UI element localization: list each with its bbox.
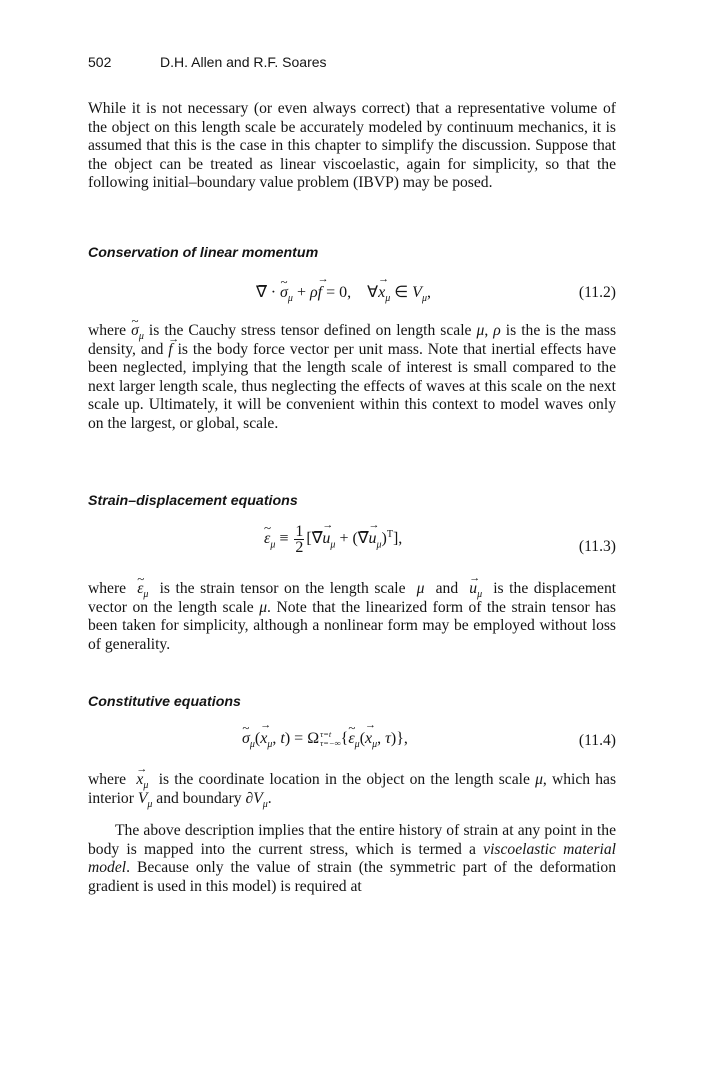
constitutive-paragraph: where → $x_\mu$ is the coordinate location in the object on the length scale μ, which has interior $V_\mu$ and boundary $\partial V_\mu$. [88, 771, 616, 808]
equation-number: (11.4) [578, 732, 616, 749]
intro-paragraph: While it is not necessary (or even always correct) that a representative volume of the object on this length scale be accurately modeled by continuum mechanics, it is assumed that this is the case in this chapter to simplify the discussion. Suppose that the object can be treated as linear viscoelastic, again for simplicity, so that the following initial–boundary value problem (IBVP) may be posed. [88, 100, 616, 192]
heading-strain: Strain–displacement equations [88, 493, 298, 509]
strain-paragraph: where ~ $\varepsilon_\mu$ is the strain tensor on the length scale μ and → $u_\mu$ is the displacement vector on the length scale μ. Note that the linearized form of the strain tensor has been taken for simplicity, although a nonlinear form may be employed without loss of generality. [88, 580, 616, 654]
momentum-paragraph: where ~ $\sigma_\mu$ is the Cauchy stress tensor defined on length scale μ, ρ is the is the mass density, and → f is the body force vector per unit mass. Note that inertial effects have been neglected, implying that the length scale of interest is small compared to the next larger length scale, thus neglecting the effects of waves at this scale on the next scale up. Ultimately, it will be convenient within this context to model waves only on the largest, or global, scale. [88, 322, 616, 434]
equation-11-4: ~ $\sigma_\mu(\to x_\mu$, t) = Ω τ=t τ=−∞ {~ $\varepsilon_\mu(\to x_\mu$, τ)}, (11.4) [88, 726, 616, 758]
equation-number: (11.3) [578, 538, 616, 555]
equation-number: (11.2) [578, 284, 616, 301]
authors: D.H. Allen and R.F. Soares [160, 54, 327, 70]
equation-11-2: ∇̅ · ~ $\sigma_\mu + \rho\to f = 0$, ∀→ $x_\mu$ ∈ $V_\mu$, (11.2) [88, 278, 616, 310]
running-head [88, 54, 327, 70]
page-number: 502 [88, 54, 112, 70]
heading-constitutive: Constitutive equations [88, 694, 241, 710]
equation-11-3: ~ $\varepsilon_\mu$ ≡ $\frac{1}{2}$ [∇̅→ $u_\mu$ + (∇̅→ $u_\mu)^T$], (11.3) [88, 524, 616, 568]
heading-momentum: Conservation of linear momentum [88, 245, 319, 261]
final-paragraph: The above description implies that the entire history of strain at any point in the body is mapped into the current stress, which is termed a viscoelastic material model. Because only the value of strain (the symmetric part of the deformation gradient is used in this model) is required at [88, 822, 616, 895]
